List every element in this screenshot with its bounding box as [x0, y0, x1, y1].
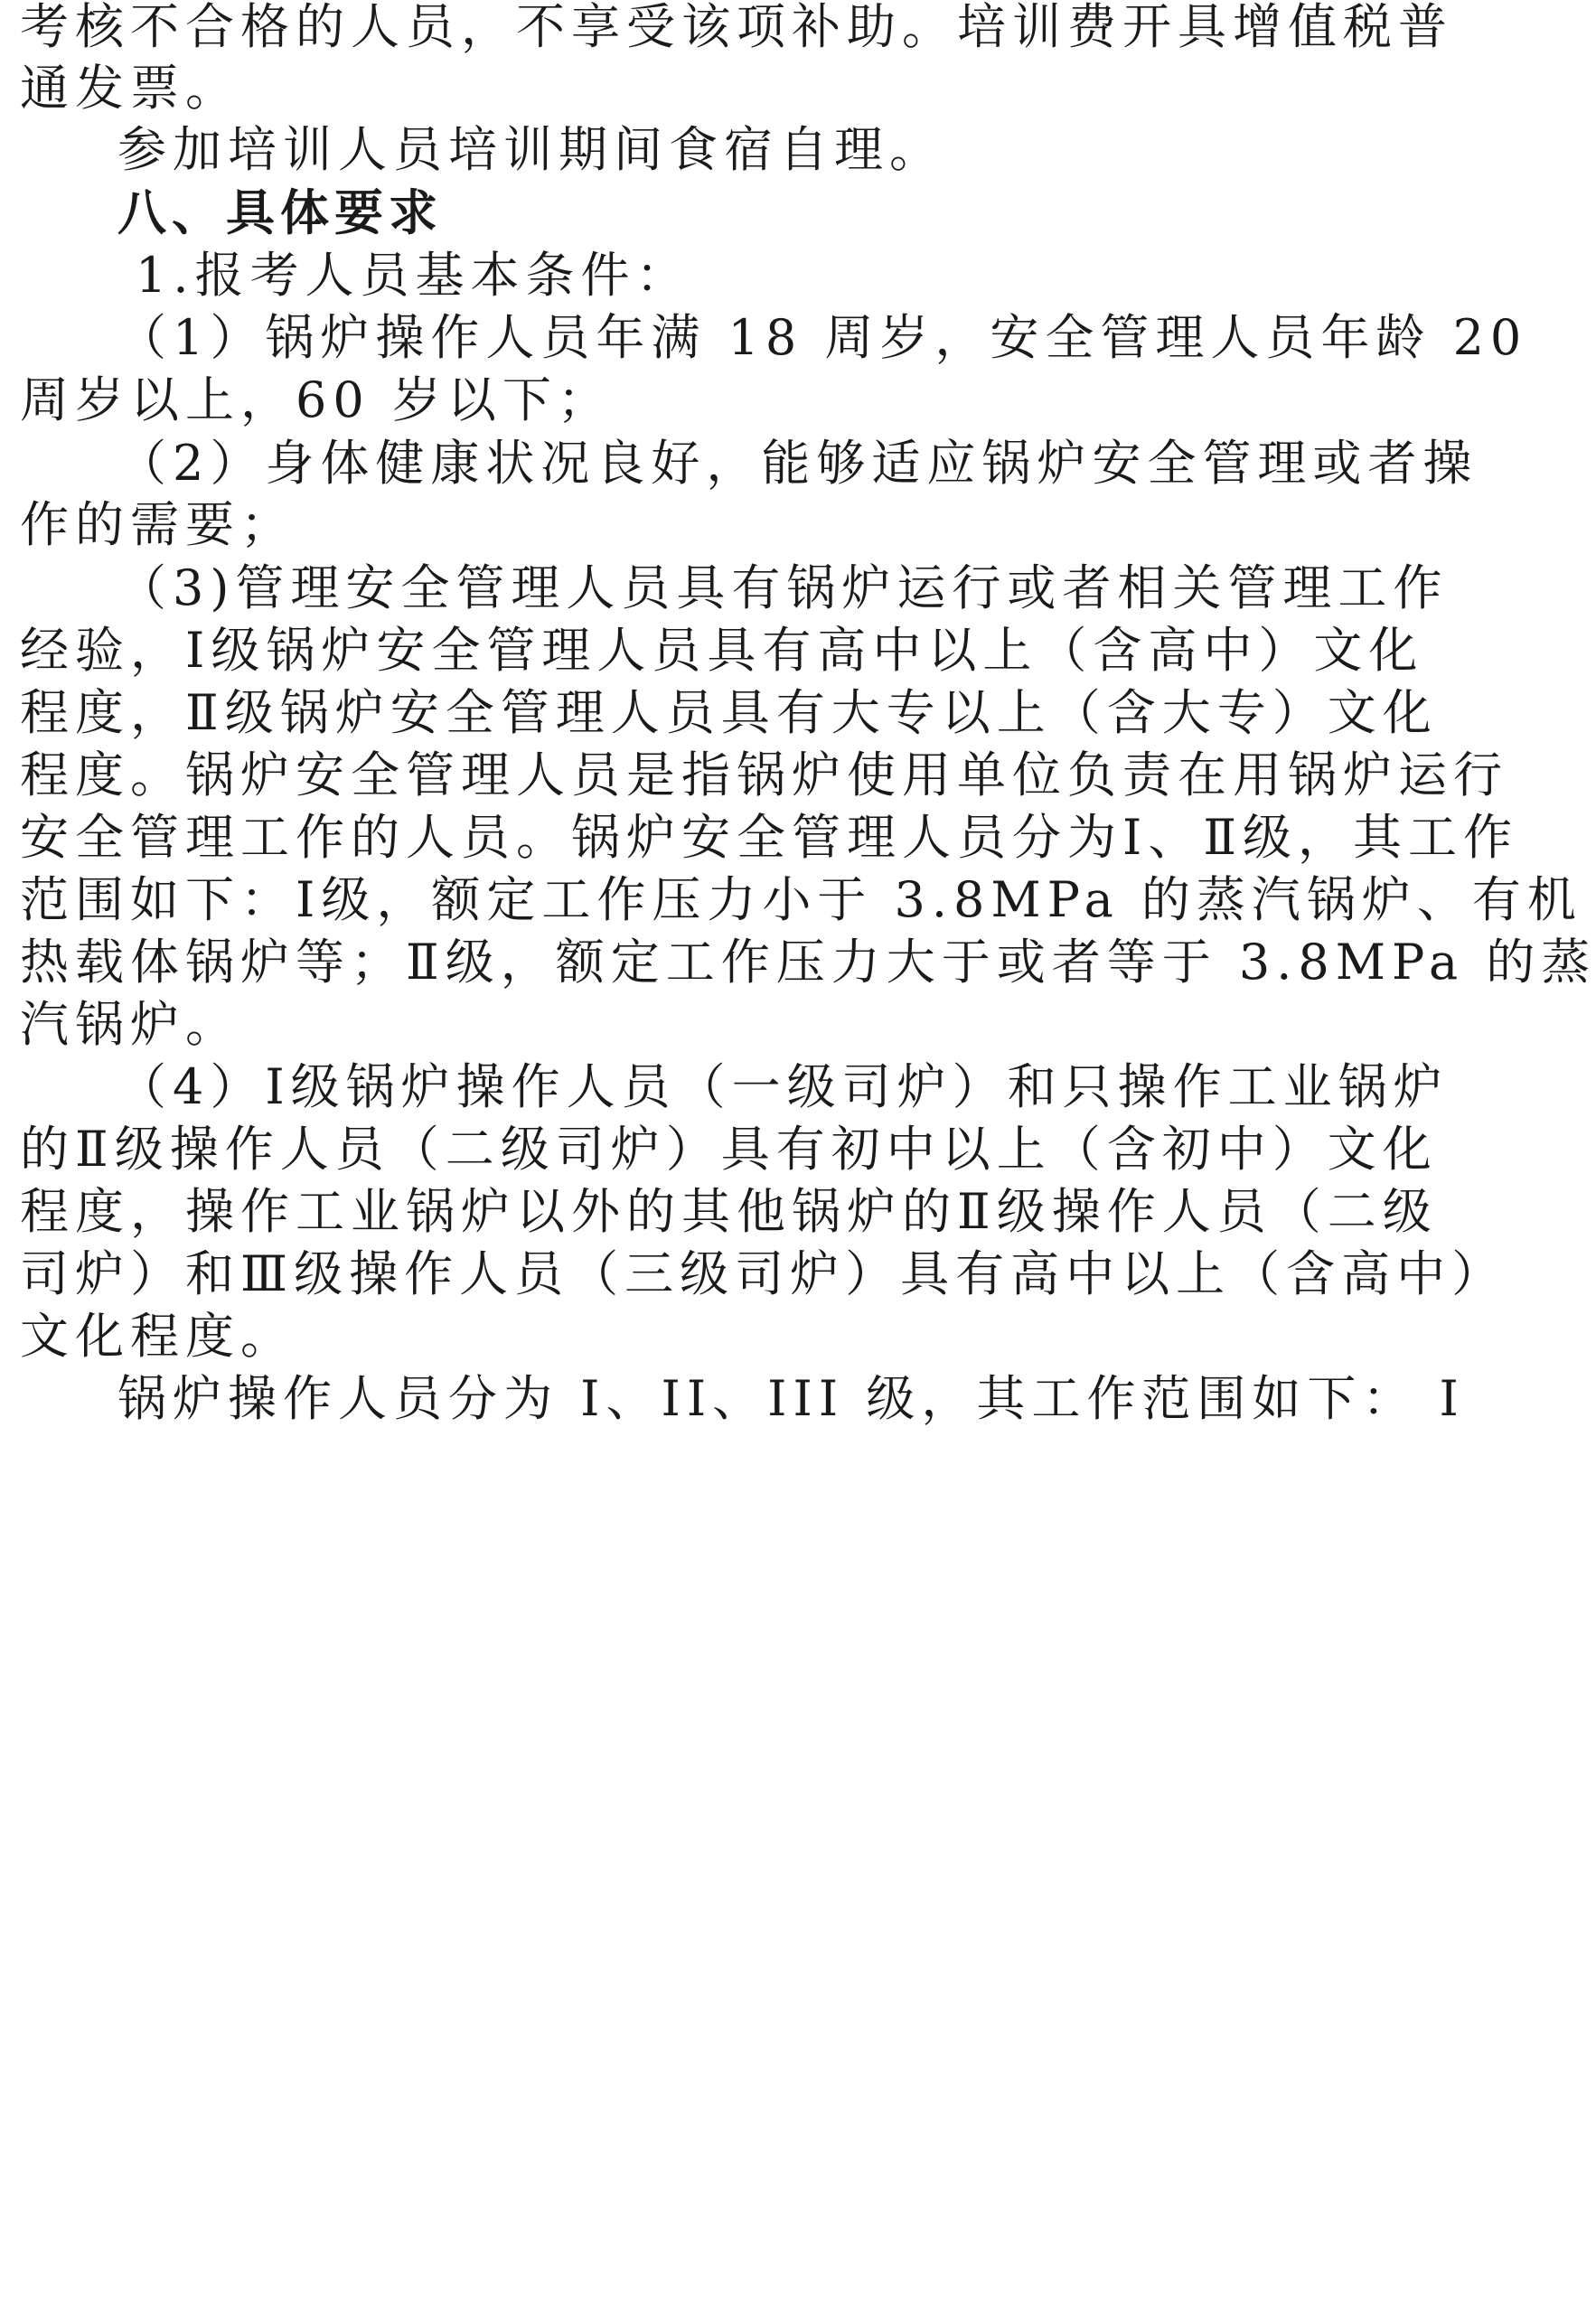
text-line: （4）Ⅰ级锅炉操作人员（一级司炉）和只操作工业锅炉: [117, 1058, 1449, 1115]
text-line: 锅炉操作人员分为 I、II、III 级，其工作范围如下： I: [117, 1370, 1465, 1427]
text-line: （3)管理安全管理人员具有锅炉运行或者相关管理工作: [117, 559, 1449, 616]
text-line: 经验，Ⅰ级锅炉安全管理人员具有高中以上（含高中）文化: [20, 622, 1424, 679]
text-line: （1）锅炉操作人员年满 18 周岁，安全管理人员年龄 20: [117, 309, 1528, 366]
section-heading: 八、具体要求: [117, 184, 443, 241]
text-line: 1.报考人员基本条件：: [136, 247, 691, 304]
text-line: 的Ⅱ级操作人员（二级司炉）具有初中以上（含初中）文化: [20, 1121, 1438, 1178]
text-line: 范围如下：Ⅰ级，额定工作压力小于 3.8MPa 的蒸汽锅炉、有机: [20, 871, 1582, 928]
text-line: 文化程度。: [20, 1308, 296, 1365]
text-line: 司炉）和Ⅲ级操作人员（三级司炉）具有高中以上（含高中）: [20, 1245, 1507, 1302]
text-line: （2）身体健康状况良好，能够适应锅炉安全管理或者操: [117, 435, 1479, 492]
text-line: 作的需要；: [20, 496, 296, 553]
text-line: 考核不合格的人员，不享受该项补助。培训费开具增值税普: [20, 0, 1453, 55]
text-line: 参加培训人员培训期间食宿自理。: [117, 121, 944, 178]
text-line: 通发票。: [20, 60, 240, 117]
text-line: 汽锅炉。: [20, 996, 240, 1053]
text-line: 热载体锅炉等；Ⅱ级，额定工作压力大于或者等于 3.8MPa 的蒸: [20, 934, 1596, 991]
text-line: 程度。锅炉安全管理人员是指锅炉使用单位负责在用锅炉运行: [20, 747, 1508, 803]
text-line: 安全管理工作的人员。锅炉安全管理人员分为Ⅰ、Ⅱ级，其工作: [20, 809, 1519, 866]
text-line: 周岁以上，60 岁以下；: [20, 371, 613, 428]
text-line: 程度，Ⅱ级锅炉安全管理人员具有大专以上（含大专）文化: [20, 684, 1438, 741]
text-line: 程度，操作工业锅炉以外的其他锅炉的Ⅱ级操作人员（二级: [20, 1183, 1438, 1240]
